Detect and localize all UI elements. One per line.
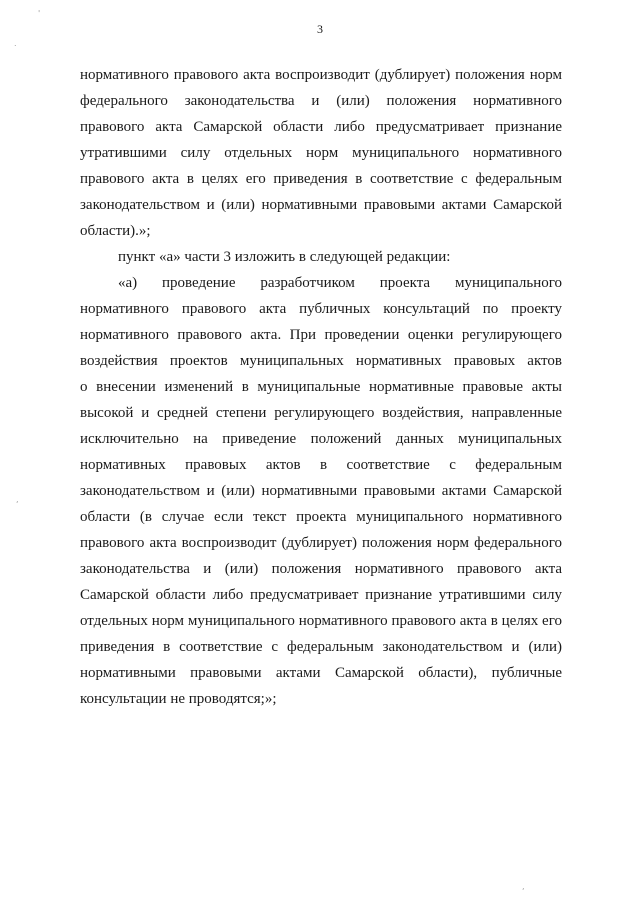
text-line: нормативных правовых актов в соответствие с федеральным — [80, 457, 562, 473]
text-line: правового акта в целях его приведения в соответствие с федеральным — [80, 171, 562, 187]
text-line: законодательством и (или) нормативными правовыми актами Самарской — [80, 483, 562, 499]
text-line: правового акта воспроизводит (дублирует) положения норм федерального — [80, 535, 562, 551]
text-line: утратившими силу отдельных норм муниципального нормативного — [80, 145, 562, 161]
text-line: «а) проведение разработчиком проекта муниципального — [118, 275, 562, 291]
text-line: федерального законодательства и (или) положения нормативного — [80, 93, 562, 109]
text-line: приведения в соответствие с федеральным законодательством и (или) — [80, 639, 562, 655]
scan-mark: , — [16, 495, 19, 504]
text-line: законодательством и (или) нормативными правовыми актами Самарской — [80, 197, 562, 213]
text-line: пункт «а» части 3 изложить в следующей редакции: — [118, 249, 451, 265]
text-line: законодательства и (или) положения нормативного правового акта — [80, 561, 562, 577]
body-text — [80, 62, 562, 712]
text-line: нормативного правового акта публичных консультаций по проекту — [80, 301, 562, 317]
scan-mark: , — [522, 882, 525, 891]
text-line: о внесении изменений в муниципальные нормативные правовые акты — [80, 379, 562, 395]
text-line: консультации не проводятся;»; — [80, 691, 277, 707]
text-line: Самарской области либо предусматривает признание утратившими силу — [80, 587, 562, 603]
text-line: нормативного правового акта. При проведении оценки регулирующего — [80, 327, 562, 343]
text-line: нормативными правовыми актами Самарской области), публичные — [80, 665, 562, 681]
text-line: правового акта Самарской области либо предусматривает признание — [80, 119, 562, 135]
page-number: 3 — [317, 22, 323, 36]
text-line: высокой и средней степени регулирующего воздействия, направленные — [80, 405, 562, 421]
text-line: отдельных норм муниципального нормативного правового акта в целях его — [80, 613, 562, 629]
text-line: области (в случае если текст проекта муниципального нормативного — [80, 509, 562, 525]
text-line: нормативного правового акта воспроизводит (дублирует) положения норм — [80, 67, 562, 83]
text-line: воздействия проектов муниципальных нормативных правовых актов — [80, 353, 562, 369]
scan-mark: . — [14, 39, 17, 48]
scan-mark: ' — [38, 9, 41, 18]
text-line: области).»; — [80, 223, 151, 239]
text-line: исключительно на приведение положений данных муниципальных — [80, 431, 562, 447]
